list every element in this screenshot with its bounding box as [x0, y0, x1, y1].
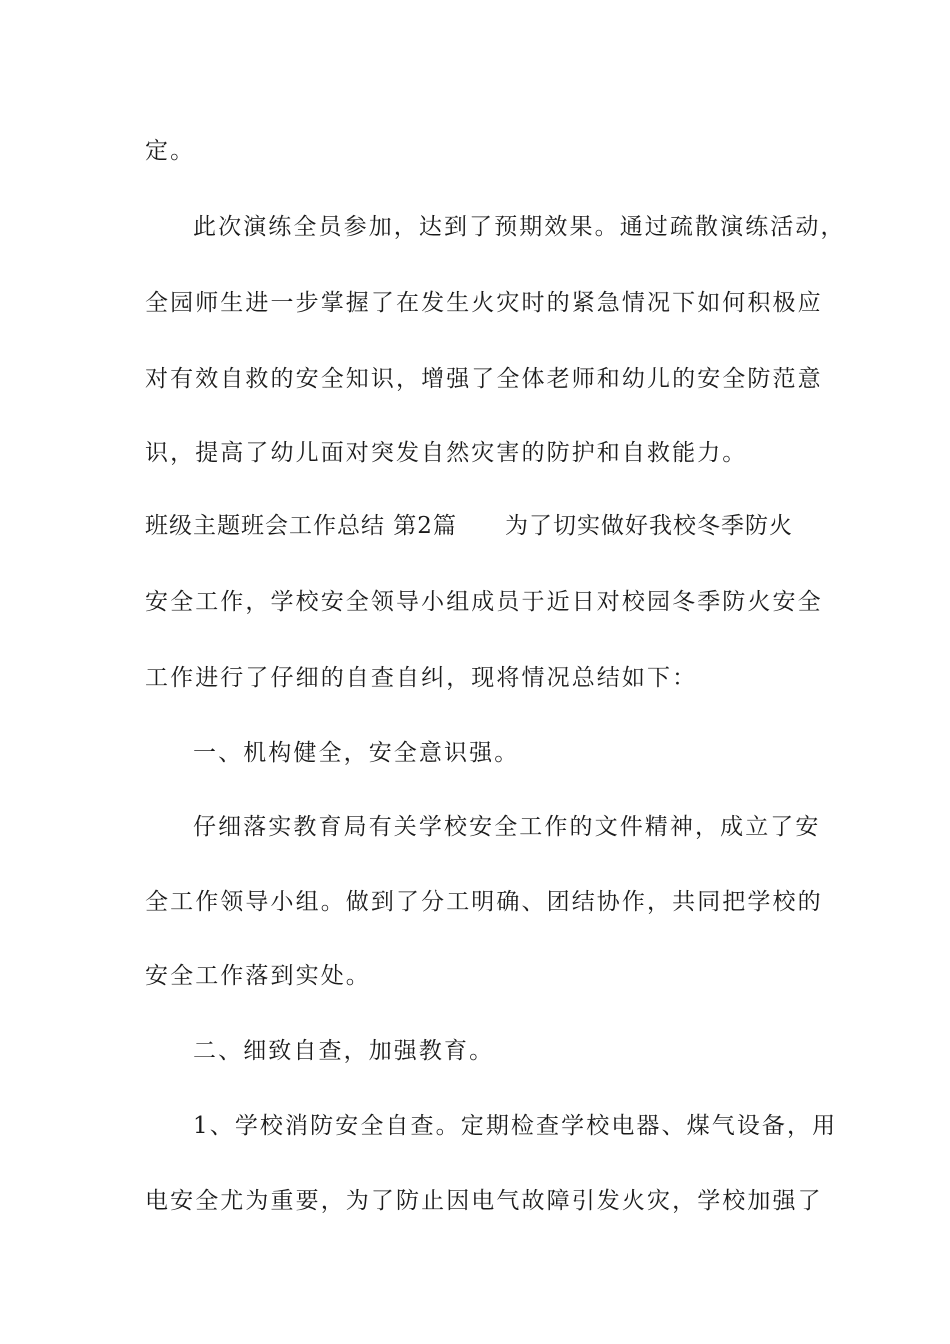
section-heading: 班级主题班会工作总结 第2篇: [145, 513, 457, 539]
paragraph-line: 对有效自救的安全知识，增强了全体老师和幼儿的安全防范意: [145, 366, 823, 392]
paragraph-line: 1、学校消防安全自查。定期检查学校电器、煤气设备，用: [193, 1113, 838, 1139]
paragraph-line: 电安全尤为重要，为了防止因电气故障引发火灾，学校加强了: [145, 1188, 823, 1214]
paragraph-line: 此次演练全员参加，达到了预期效果。通过疏散演练活动，: [193, 214, 846, 240]
paragraph-line: 识，提高了幼儿面对突发自然灾害的防护和自救能力。: [145, 440, 748, 466]
paragraph-line: 安全工作落到实处。: [145, 963, 371, 989]
paragraph-line: 安全工作，学校安全领导小组成员于近日对校园冬季防火安全: [145, 589, 823, 615]
paragraph-line: 全园师生进一步掌握了在发生火灾时的紧急情况下如何积极应: [145, 290, 823, 316]
paragraph-line: 全工作领导小组。做到了分工明确、团结协作，共同把学校的: [145, 889, 823, 915]
subheading-line: 一、机构健全，安全意识强。: [193, 740, 520, 766]
section-title-line: [145, 511, 815, 541]
section-first-sentence: 为了切实做好我校冬季防火: [504, 513, 793, 539]
subheading-line: 二、细致自查，加强教育。: [193, 1038, 495, 1064]
paragraph-line: 工作进行了仔细的自查自纠，现将情况总结如下：: [145, 665, 698, 691]
paragraph-line: 定。: [145, 138, 196, 164]
paragraph-line: 仔细落实教育局有关学校安全工作的文件精神，成立了安: [193, 814, 821, 840]
